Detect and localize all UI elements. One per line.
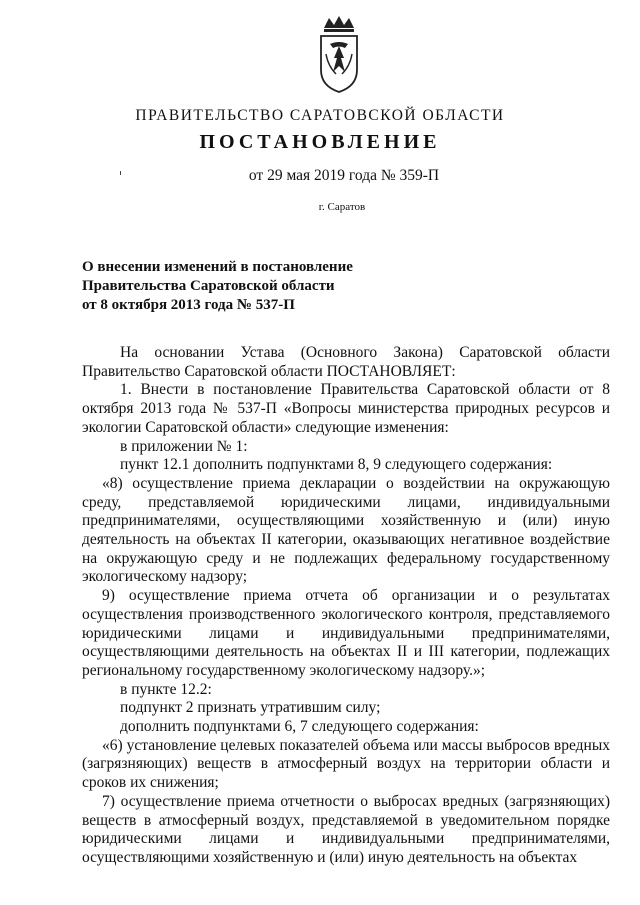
paragraph: 7) осуществление приема отчетности о выбросах вредных (загрязняющих) веществ в атмосферный воздух, представляемой в уведомительном порядке юридическими лицами и индивидуальными предпринимателями, осуществляющими хозяйственную и (или) иную деятельность на объектах	[82, 792, 610, 866]
subject-line: О внесении изменений в постановление	[82, 259, 353, 275]
document-type: ПОСТАНОВЛЕНИЕ	[199, 131, 441, 153]
date-number: от 29 мая 2019 года № 359-П	[248, 167, 440, 184]
city: г. Саратов	[318, 201, 366, 213]
document-body	[82, 344, 610, 868]
document-subject	[82, 258, 502, 315]
paragraph: «8) осуществление приема декларации о воздействии на окружающую среду, представляемой юридическими лицами, индивидуальными предпринимателями, осуществляющими хозяйственную и (или) иную деятельность на объектах II категории, оказывающих негативное воздействие на окружающую среду и не подлежащих федеральному государственному экологическому надзору;	[82, 474, 610, 586]
paragraph: «6) установление целевых показателей объема или массы выбросов вредных (загрязняющих) веществ в атмосферный воздух на территории области и сроков их снижения;	[82, 736, 610, 792]
paragraph: пункт 12.1 дополнить подпунктами 8, 9 следующего содержания:	[120, 456, 553, 474]
paragraph: в пункте 12.2:	[120, 680, 212, 698]
subject-line: от 8 октября 2013 года № 537-П	[82, 297, 295, 313]
paragraph: подпункт 2 признать утратившим силу;	[120, 699, 381, 717]
paragraph: 1. Внести в постановление Правительства Саратовской области от 8 октября 2013 года № 537-П «Вопросы министерства природных ресурсов и экологии Саратовской области» следующие изменения:	[82, 381, 610, 436]
paragraph: дополнить подпунктами 6, 7 следующего содержания:	[120, 718, 479, 736]
saratov-coat-of-arms-icon	[318, 14, 360, 94]
subject-line: Правительства Саратовской области	[82, 278, 335, 294]
paragraph: 9) осуществление приема отчета об организации и о результатах осуществления производственного экологического контроля, представляемого юридическими лицами и индивидуальными предпринимателями, осуществляющими деятельность на объектах II и III категории, подлежащих региональному государственному экологическому надзору.»;	[82, 587, 610, 679]
paragraph: На основании Устава (Основного Закона) Саратовской области Правительство Саратовской области ПОСТАНОВЛЯЕТ:	[82, 344, 610, 380]
paragraph: в приложении № 1:	[120, 437, 248, 455]
government-title: ПРАВИТЕЛЬСТВО САРАТОВСКОЙ ОБЛАСТИ	[135, 107, 505, 124]
